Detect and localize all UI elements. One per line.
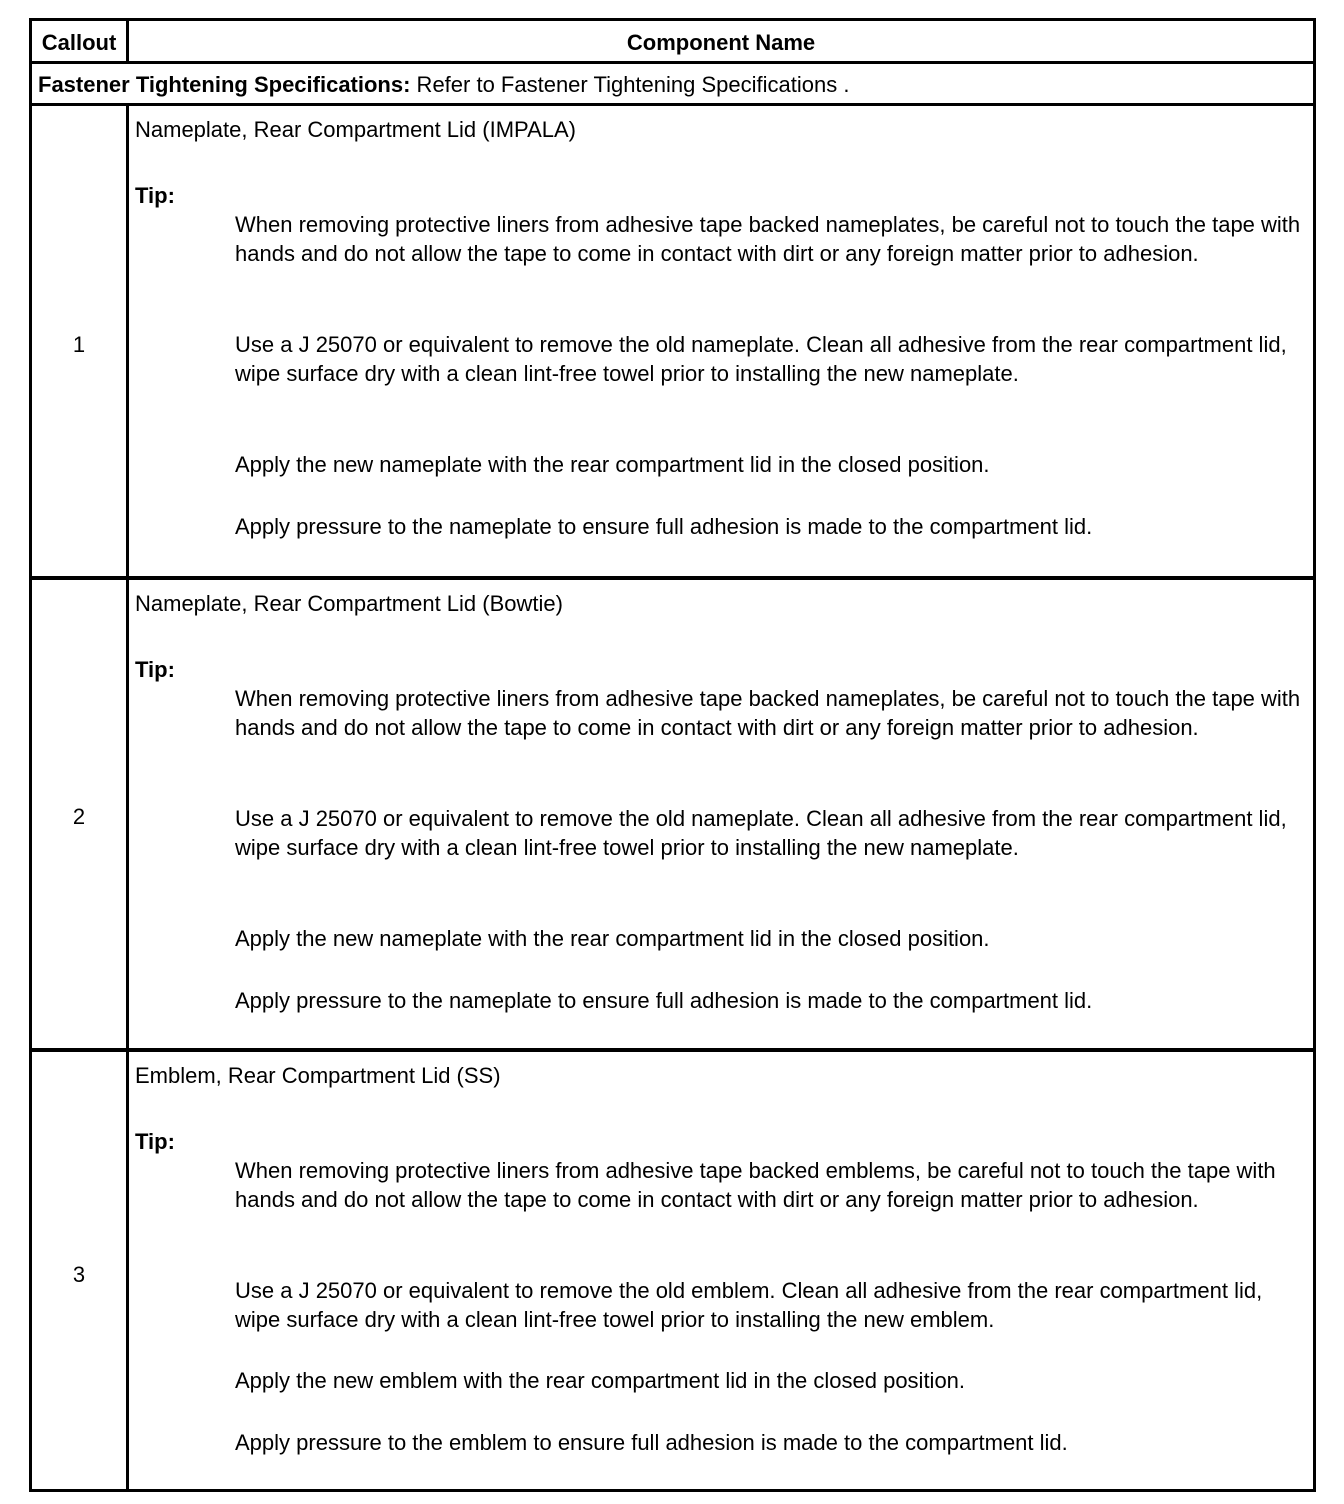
component-name-header-cell [129,21,1313,61]
component-cell [129,580,1313,1048]
table-header-row [32,21,1313,64]
component-title: Nameplate, Rear Compartment Lid (IMPALA) [135,117,576,142]
tip-paragraph: When removing protective liners from adhesive tape backed nameplates, be careful not to touch the tape with hands and do not allow the tape to come in contact with dirt or any foreign matter prior to adhesion. [235,686,1301,740]
tip-paragraph: When removing protective liners from adhesive tape backed nameplates, be careful not to touch the tape with hands and do not allow the tape to come in contact with dirt or any foreign matter prior to adhesion. [235,212,1301,266]
tip-paragraph: Apply pressure to the nameplate to ensure full adhesion is made to the compartment lid. [235,514,1093,539]
component-table [29,18,1316,1492]
callout-cell [32,106,129,576]
tip-paragraph: Use a J 25070 or equivalent to remove the old emblem. Clean all adhesive from the rear compartment lid, wipe surface dry with a clean lint-free towel prior to installing the new emblem. [235,1278,1263,1332]
callout-header-cell [32,21,129,61]
callout-number: 3 [72,1262,86,1287]
table-row [32,1052,1313,1489]
callout-header: Callout [41,30,117,55]
tip-label: Tip: [135,657,175,682]
callout-cell [32,1052,129,1489]
component-cell [129,1052,1313,1489]
fastener-specs-link[interactable]: Refer to Fastener Tightening Specifications . [410,72,850,97]
tip-paragraph: Apply pressure to the emblem to ensure full adhesion is made to the compartment lid. [235,1430,1068,1455]
component-name-header: Component Name [626,30,816,55]
tip-paragraph: Apply the new nameplate with the rear compartment lid in the closed position. [235,452,990,477]
tip-paragraph: Apply pressure to the nameplate to ensure full adhesion is made to the compartment lid. [235,988,1093,1013]
tip-label: Tip: [135,183,175,208]
tip-label: Tip: [135,1129,175,1154]
tip-paragraph: When removing protective liners from adhesive tape backed emblems, be careful not to touch the tape with hands and do not allow the tape to come in contact with dirt or any foreign matter prior to adhesion. [235,1158,1276,1212]
callout-number: 1 [72,332,86,357]
table-row [32,580,1313,1052]
tip-paragraph: Use a J 25070 or equivalent to remove the old nameplate. Clean all adhesive from the rear compartment lid, wipe surface dry with a clean lint-free towel prior to installing the new nameplate. [235,806,1287,860]
tip-paragraph: Use a J 25070 or equivalent to remove the old nameplate. Clean all adhesive from the rear compartment lid, wipe surface dry with a clean lint-free towel prior to installing the new nameplate. [235,332,1287,386]
component-cell [129,106,1313,576]
tip-paragraph: Apply the new emblem with the rear compartment lid in the closed position. [235,1368,966,1393]
callout-number: 2 [72,804,86,829]
table-row [32,106,1313,580]
component-title: Nameplate, Rear Compartment Lid (Bowtie) [135,591,563,616]
fastener-specs-label: Fastener Tightening Specifications: [38,72,411,97]
fastener-specs-text [38,71,849,99]
fastener-specs-row [32,64,1313,106]
tip-paragraph: Apply the new nameplate with the rear compartment lid in the closed position. [235,926,990,951]
callout-cell [32,580,129,1048]
component-title: Emblem, Rear Compartment Lid (SS) [135,1063,501,1088]
